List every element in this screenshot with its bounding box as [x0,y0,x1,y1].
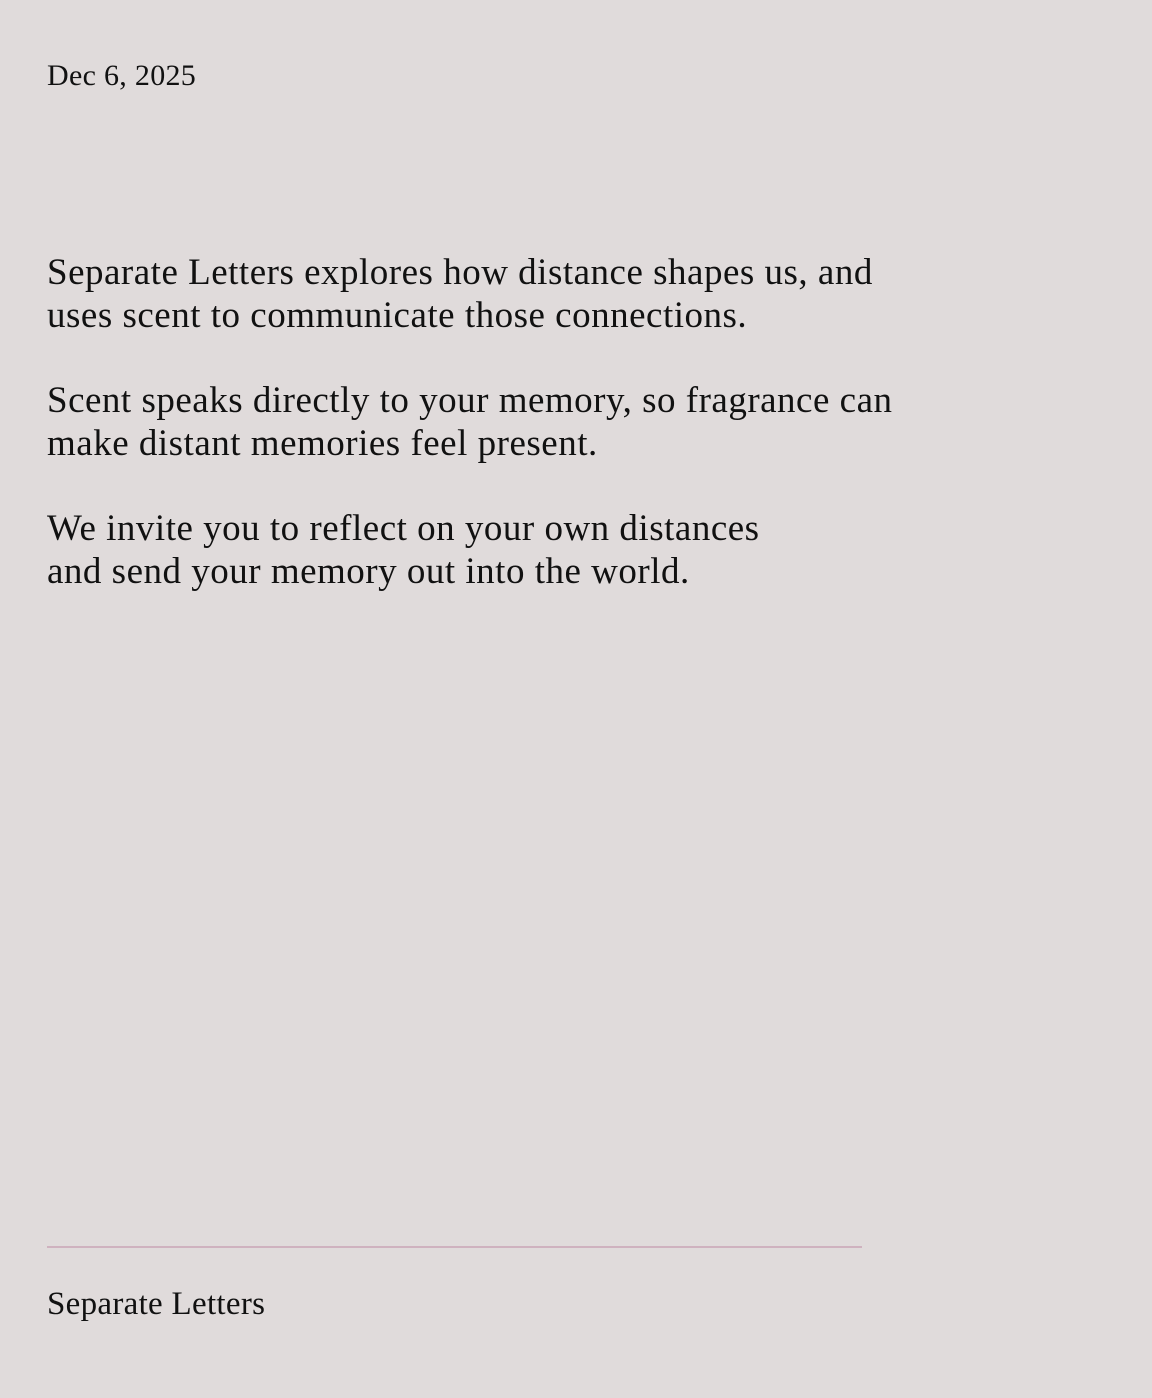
footer-divider [47,1246,862,1248]
footer-brand-name: Separate Letters [47,1286,266,1322]
paragraph-line: We invite you to reflect on your own distances [47,508,760,549]
date-label: Dec 6, 2025 [47,59,197,92]
paragraph-line: Scent speaks directly to your memory, so fragrance can [47,380,893,421]
paragraph-line: Separate Letters explores how distance shapes us, and [47,252,873,293]
paragraph-line: make distant memories feel present. [47,423,598,464]
intro-paragraph [47,251,1127,337]
paragraph-line: and send your memory out into the world. [47,551,690,592]
paragraph-line: uses scent to communicate those connections. [47,295,748,336]
intro-paragraph [47,507,1127,593]
intro-text [47,251,1127,635]
intro-paragraph [47,379,1127,465]
